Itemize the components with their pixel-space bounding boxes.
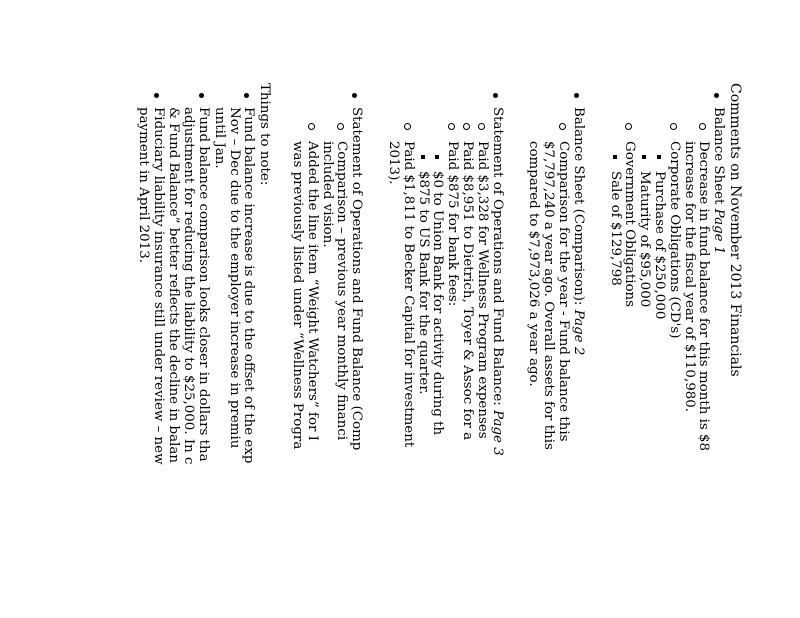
- item-line: Added the line item “Weight Watchers” for I: [304, 141, 320, 441]
- note-line: payment in April 2013.: [135, 107, 151, 263]
- list-item: [385, 107, 415, 618]
- notes-heading: Things to note:: [257, 83, 273, 186]
- note-line: Fiduciary liability insurance still under review – new: [150, 107, 166, 465]
- note-line: Nov – Dec due to the employer increase in premiu: [226, 107, 242, 449]
- list-item: [289, 107, 319, 618]
- note-line: Fund balance increase is due to the offset of the exp: [241, 107, 257, 464]
- list-item: [319, 107, 349, 618]
- section-heading: Balance Sheet: [711, 107, 727, 205]
- circle-bullet-icon: [478, 123, 485, 130]
- document-title: Comments on November 2013 Financials: [727, 83, 743, 377]
- circle-bullet-icon: [448, 123, 455, 130]
- circle-bullet-icon: [699, 123, 706, 130]
- sub-item: [636, 141, 651, 618]
- item-line: Paid $875 for bank fees:: [445, 141, 461, 307]
- item-line: Comparison for the year - Fund balance this: [556, 141, 572, 442]
- notes-list: [135, 83, 255, 618]
- bullet-icon: [352, 93, 357, 98]
- sub-item-text: $875 to US Bank for the quarter.: [415, 171, 431, 395]
- note-item: [211, 83, 255, 618]
- bullet-icon: [493, 93, 498, 98]
- list-item: [474, 107, 489, 618]
- list-item: [636, 107, 680, 618]
- section-page-ref: Page 3: [489, 410, 505, 456]
- item-line: Decrease in fund balance for this month is $8: [696, 141, 712, 452]
- circle-bullet-icon: [308, 123, 315, 130]
- item-line: was previously listed under “Wellness Progra: [290, 141, 306, 450]
- section-balance-sheet-comparison: [526, 83, 585, 618]
- sub-item-text: Purchase of $250,000: [652, 171, 668, 320]
- section-heading: Statement of Operations and Fund Balance (Comp: [349, 107, 365, 451]
- list-item: [415, 107, 459, 618]
- list-item: [681, 107, 711, 618]
- list-item: [459, 107, 474, 618]
- item-line: increase for the fiscal year of $110,980.: [681, 141, 697, 413]
- item-line: compared to $7,973,026 a year ago.: [526, 141, 542, 387]
- circle-bullet-icon: [625, 123, 632, 130]
- sub-item-text: $0 to Union Bank for activity during th: [430, 171, 446, 436]
- list-item: [526, 107, 570, 618]
- circle-bullet-icon: [463, 123, 470, 130]
- circle-bullet-icon: [670, 123, 677, 130]
- note-line: & Fund Balance” better reflects the decline in balan: [166, 107, 182, 463]
- sub-item: [651, 141, 666, 618]
- section-list: [289, 83, 725, 618]
- item-line: Paid $1,811 to Becker Capital for investment: [400, 141, 416, 448]
- note-line: Fund balance comparison looks closer in dollars tha: [196, 107, 212, 462]
- item-line: included vision.: [319, 141, 335, 248]
- section-page-ref: Page 1: [711, 208, 727, 255]
- item-line: Paid $8,951 to Dietrich, Toyer & Assoc for a: [460, 141, 476, 441]
- sub-item-text: Sale of $129,798: [607, 171, 623, 286]
- item-line: Paid $3,328 for Wellness Program expenses: [474, 141, 490, 439]
- bullet-icon: [244, 93, 249, 98]
- item-line: Government Obligations: [622, 141, 638, 308]
- section-heading: Statement of Operations and Fund Balance:: [489, 107, 505, 406]
- bullet-icon: [714, 93, 719, 98]
- sub-item: [607, 141, 622, 618]
- square-bullet-icon: [435, 155, 439, 159]
- section-balance-sheet: [607, 83, 725, 618]
- bullet-icon: [154, 93, 159, 98]
- item-line: Corporate Obligations (CD's): [666, 141, 682, 339]
- circle-bullet-icon: [337, 123, 344, 130]
- circle-bullet-icon: [559, 123, 566, 130]
- square-bullet-icon: [421, 155, 425, 159]
- note-item: [166, 83, 210, 618]
- section-statement-comparison: [289, 83, 363, 618]
- document-content: [135, 83, 742, 618]
- square-bullet-icon: [657, 155, 661, 159]
- sub-item: [415, 141, 430, 618]
- square-bullet-icon: [642, 155, 646, 159]
- item-line: $7,797,240 a year ago. Overall assets for this: [541, 141, 557, 450]
- item-line: 2013).: [386, 141, 402, 185]
- note-line: adjustment for reducing the liability to $25,000. In c: [181, 107, 197, 465]
- bullet-icon: [199, 93, 204, 98]
- square-bullet-icon: [613, 155, 617, 159]
- item-line: Comparison – previous year monthly financi: [334, 141, 350, 441]
- bullet-icon: [574, 93, 579, 98]
- section-statement-of-operations: [385, 83, 503, 618]
- sub-item: [430, 141, 445, 618]
- sub-item-text: Maturity of $95,000: [637, 171, 653, 308]
- note-item: [135, 83, 165, 618]
- circle-bullet-icon: [404, 123, 411, 130]
- section-heading: Balance Sheet (Comparison):: [570, 107, 586, 306]
- note-line: until Jan.: [211, 107, 227, 169]
- section-page-ref: Page 2: [570, 309, 586, 356]
- list-item: [607, 107, 637, 618]
